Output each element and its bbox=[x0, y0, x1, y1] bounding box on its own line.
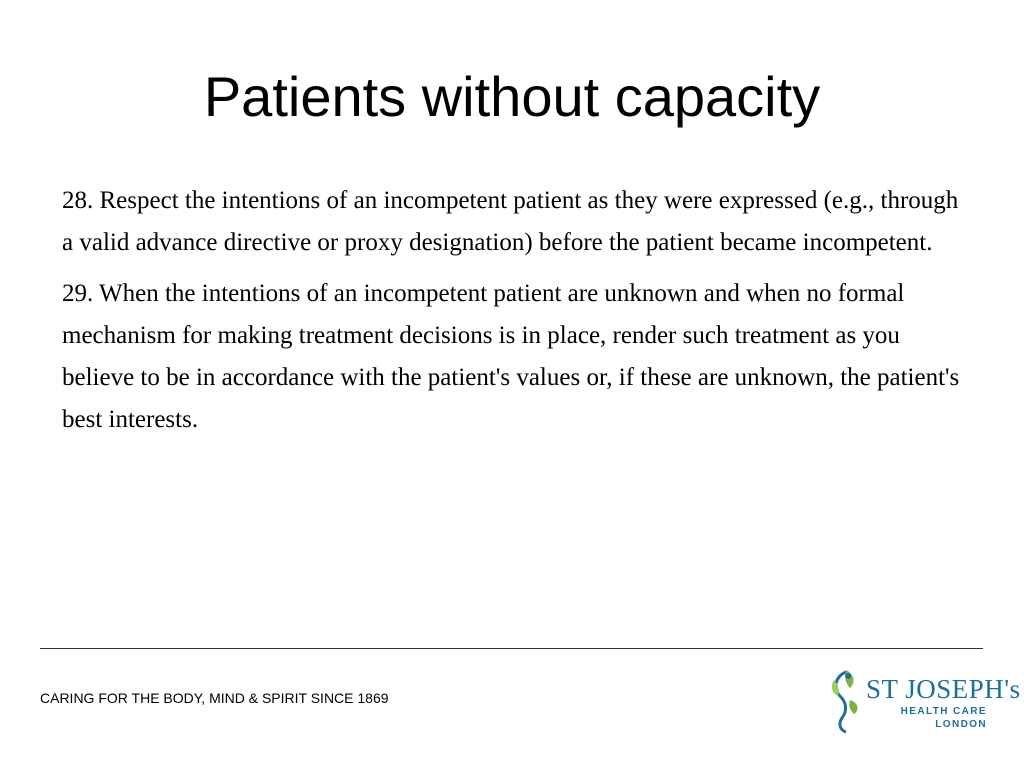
slide-body bbox=[62, 180, 972, 450]
footer-divider bbox=[40, 648, 983, 649]
footer-tagline: CARING FOR THE BODY, MIND & SPIRIT SINCE 1869 bbox=[40, 690, 389, 706]
logo-wordmark: ST JOSEPH's bbox=[866, 674, 1021, 704]
paragraph-29: 29. When the intentions of an incompetent patient are unknown and when no formal mechanism for making treatment decisions is in place, render such treatment as you believe to be in accordance with the patient's values or, if these are unknown, the patient's best interests. bbox=[62, 280, 960, 433]
st-josephs-logo bbox=[826, 666, 1021, 736]
logo-london: LONDON bbox=[935, 719, 987, 730]
paragraph-28: 28. Respect the intentions of an incompetent patient as they were expressed (e.g., through a valid advance directive or proxy designation) before the patient became incompetent. bbox=[62, 187, 959, 256]
logo-health-care: HEALTH CARE bbox=[900, 706, 987, 717]
slide-title: Patients without capacity bbox=[203, 65, 821, 128]
leaf-figure-icon bbox=[826, 666, 866, 736]
